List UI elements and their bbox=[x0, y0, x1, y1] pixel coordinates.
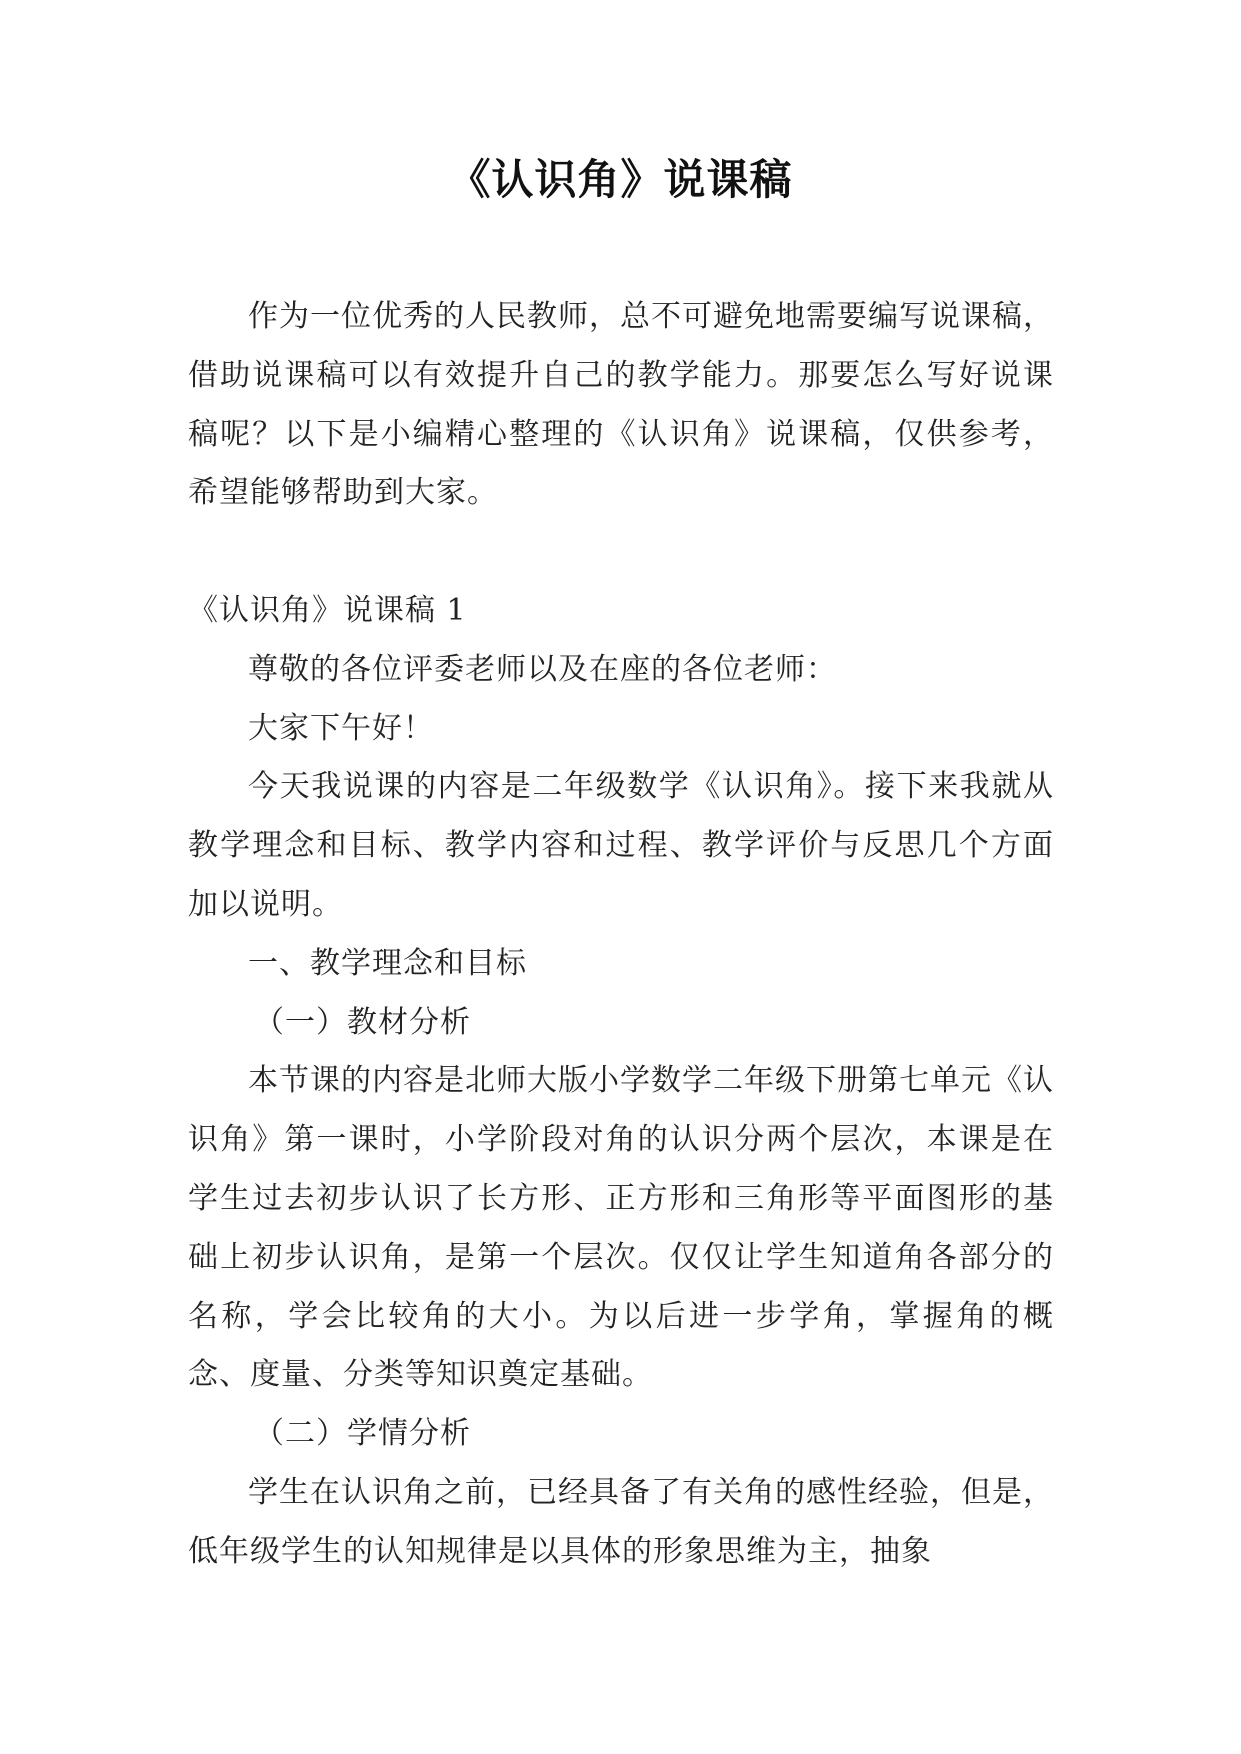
salutation-line: 大家下午好！ bbox=[248, 710, 434, 746]
section-title: 《认识角》说课稿 1 bbox=[188, 592, 467, 628]
greeting-line: 尊敬的各位评委老师以及在座的各位老师： bbox=[248, 651, 837, 687]
student-analysis-paragraph: 学生在认识角之前，已经具备了有关角的感性经验，但是，低年级学生的认知规律是以具体的形象思维为主，抽象 bbox=[188, 1474, 1054, 1569]
paragraph-gap bbox=[188, 523, 1054, 582]
intro-paragraph: 作为一位优秀的人民教师，总不可避免地需要编写说课稿，借助说课稿可以有效提升自己的教学能力。那要怎么写好说课稿呢？以下是小编精心整理的《认识角》说课稿，仅供参考，希望能够帮助到大家。 bbox=[188, 299, 1054, 511]
document-body bbox=[188, 288, 1054, 1582]
document-title: 《认识角》说课稿 bbox=[448, 155, 793, 204]
textbook-analysis-paragraph: 本节课的内容是北师大版小学数学二年级下册第七单元《认识角》第一课时，小学阶段对角的认识分两个层次，本课是在学生过去初步认识了长方形、正方形和三角形等平面图形的基础上初步认识角，是第一个层次。仅仅让学生知道角各部分的名称，学会比较角的大小。为以后进一步学角，掌握角的概念、度量、分类等知识奠定基础。 bbox=[188, 1063, 1054, 1393]
subheading-textbook-analysis: （一）教材分析 bbox=[254, 1004, 471, 1040]
heading-one: 一、教学理念和目标 bbox=[248, 945, 527, 981]
overview-paragraph: 今天我说课的内容是二年级数学《认识角》。接下来我就从教学理念和目标、教学内容和过程、教学评价与反思几个方面加以说明。 bbox=[188, 769, 1054, 922]
subheading-student-analysis: （二）学情分析 bbox=[254, 1416, 471, 1452]
